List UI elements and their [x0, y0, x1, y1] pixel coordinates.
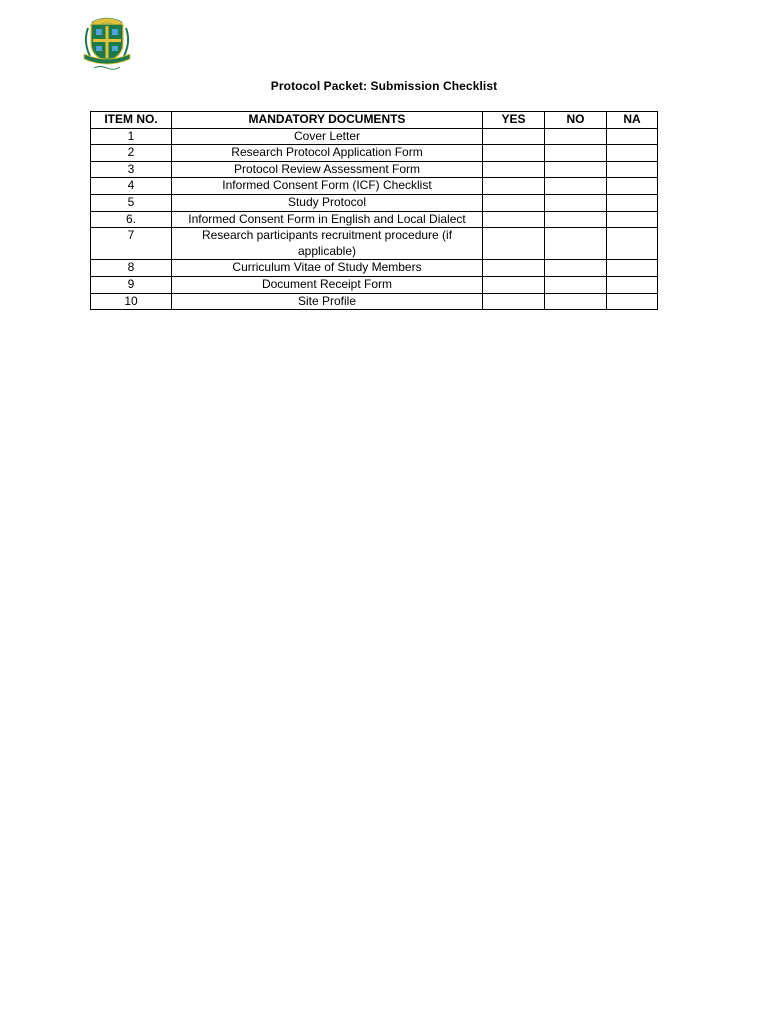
- document-name-cell: Informed Consent Form in English and Local Dialect: [172, 211, 483, 228]
- document-name-cell: Document Receipt Form: [172, 276, 483, 293]
- no-check-cell[interactable]: [545, 276, 607, 293]
- document-name-cell: Informed Consent Form (ICF) Checklist: [172, 178, 483, 195]
- submission-checklist-table: [90, 111, 658, 310]
- yes-check-cell[interactable]: [483, 211, 545, 228]
- table-row: [91, 161, 658, 178]
- no-check-cell[interactable]: [545, 161, 607, 178]
- na-check-cell[interactable]: [607, 260, 658, 277]
- yes-check-cell[interactable]: [483, 228, 545, 260]
- table-row: [91, 276, 658, 293]
- page-title: Protocol Packet: Submission Checklist: [270, 79, 498, 93]
- table-row: [91, 178, 658, 195]
- item-number-cell: 9: [91, 276, 172, 293]
- na-check-cell[interactable]: [607, 293, 658, 310]
- table-row: [91, 194, 658, 211]
- yes-check-cell[interactable]: [483, 194, 545, 211]
- yes-check-cell[interactable]: [483, 145, 545, 162]
- yes-check-cell[interactable]: [483, 276, 545, 293]
- no-check-cell[interactable]: [545, 128, 607, 145]
- column-header-na: NA: [607, 112, 658, 129]
- yes-check-cell[interactable]: [483, 128, 545, 145]
- column-header-no: NO: [545, 112, 607, 129]
- item-number-cell: 2: [91, 145, 172, 162]
- na-check-cell[interactable]: [607, 161, 658, 178]
- document-name-cell: Site Profile: [172, 293, 483, 310]
- yes-check-cell[interactable]: [483, 260, 545, 277]
- item-number-cell: 1: [91, 128, 172, 145]
- na-check-cell[interactable]: [607, 276, 658, 293]
- no-check-cell[interactable]: [545, 260, 607, 277]
- no-check-cell[interactable]: [545, 145, 607, 162]
- item-number-cell: 8: [91, 260, 172, 277]
- yes-check-cell[interactable]: [483, 178, 545, 195]
- column-header-yes: YES: [483, 112, 545, 129]
- item-number-cell: 3: [91, 161, 172, 178]
- document-name-cell: Cover Letter: [172, 128, 483, 145]
- na-check-cell[interactable]: [607, 211, 658, 228]
- document-name-cell: Study Protocol: [172, 194, 483, 211]
- na-check-cell[interactable]: [607, 228, 658, 260]
- item-number-cell: 4: [91, 178, 172, 195]
- item-number-cell: 10: [91, 293, 172, 310]
- column-header-item-no: ITEM NO.: [91, 112, 172, 129]
- university-crest-icon: [80, 14, 134, 72]
- table-row: [91, 128, 658, 145]
- table-row: [91, 211, 658, 228]
- no-check-cell[interactable]: [545, 178, 607, 195]
- table-row: [91, 293, 658, 310]
- column-header-mandatory-documents: MANDATORY DOCUMENTS: [172, 112, 483, 129]
- no-check-cell[interactable]: [545, 293, 607, 310]
- item-number-cell: 7: [91, 228, 172, 260]
- na-check-cell[interactable]: [607, 178, 658, 195]
- document-name-cell: Curriculum Vitae of Study Members: [172, 260, 483, 277]
- table-row: [91, 228, 658, 260]
- no-check-cell[interactable]: [545, 194, 607, 211]
- document-name-cell: Research Protocol Application Form: [172, 145, 483, 162]
- na-check-cell[interactable]: [607, 128, 658, 145]
- document-name-cell: Protocol Review Assessment Form: [172, 161, 483, 178]
- document-name-cell: Research participants recruitment procedure (if applicable): [172, 228, 483, 260]
- yes-check-cell[interactable]: [483, 161, 545, 178]
- item-number-cell: 5: [91, 194, 172, 211]
- yes-check-cell[interactable]: [483, 293, 545, 310]
- table-row: [91, 260, 658, 277]
- item-number-cell: 6.: [91, 211, 172, 228]
- no-check-cell[interactable]: [545, 211, 607, 228]
- table-header-row: [91, 112, 658, 129]
- na-check-cell[interactable]: [607, 145, 658, 162]
- no-check-cell[interactable]: [545, 228, 607, 260]
- table-row: [91, 145, 658, 162]
- na-check-cell[interactable]: [607, 194, 658, 211]
